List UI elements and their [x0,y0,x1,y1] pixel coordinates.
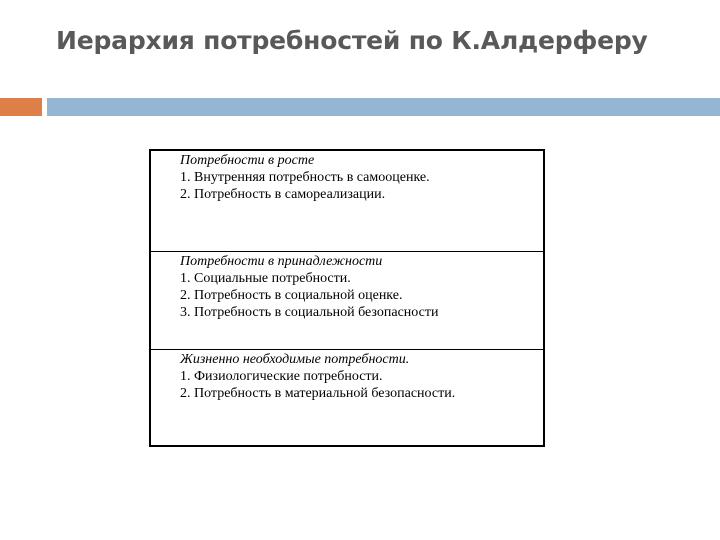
list-item: 2. Потребность в материальной безопасности. [180,386,456,401]
table-row-growth [151,151,543,251]
accent-bar-blue [47,98,720,116]
row-heading: Потребности в росте [180,153,315,168]
list-item: 1. Физиологические потребности. [180,369,383,384]
table-row-existence [151,349,543,447]
list-item: 1. Внутренняя потребность в самооценке. [180,170,430,185]
row-heading: Жизненно необходимые потребности. [180,352,410,367]
needs-table [149,149,545,447]
accent-bar-orange [0,98,42,116]
list-item: 3. Потребность в социальной безопасности [180,305,439,320]
list-item: 2. Потребность в социальной оценке. [180,288,403,303]
row-heading: Потребности в принадлежности [180,254,383,269]
slide-title: Иерархия потребностей по К.Алдерферу [56,26,648,55]
list-item: 2. Потребность в самореализации. [180,187,386,202]
table-row-relatedness [151,251,543,349]
list-item: 1. Социальные потребности. [180,271,351,286]
